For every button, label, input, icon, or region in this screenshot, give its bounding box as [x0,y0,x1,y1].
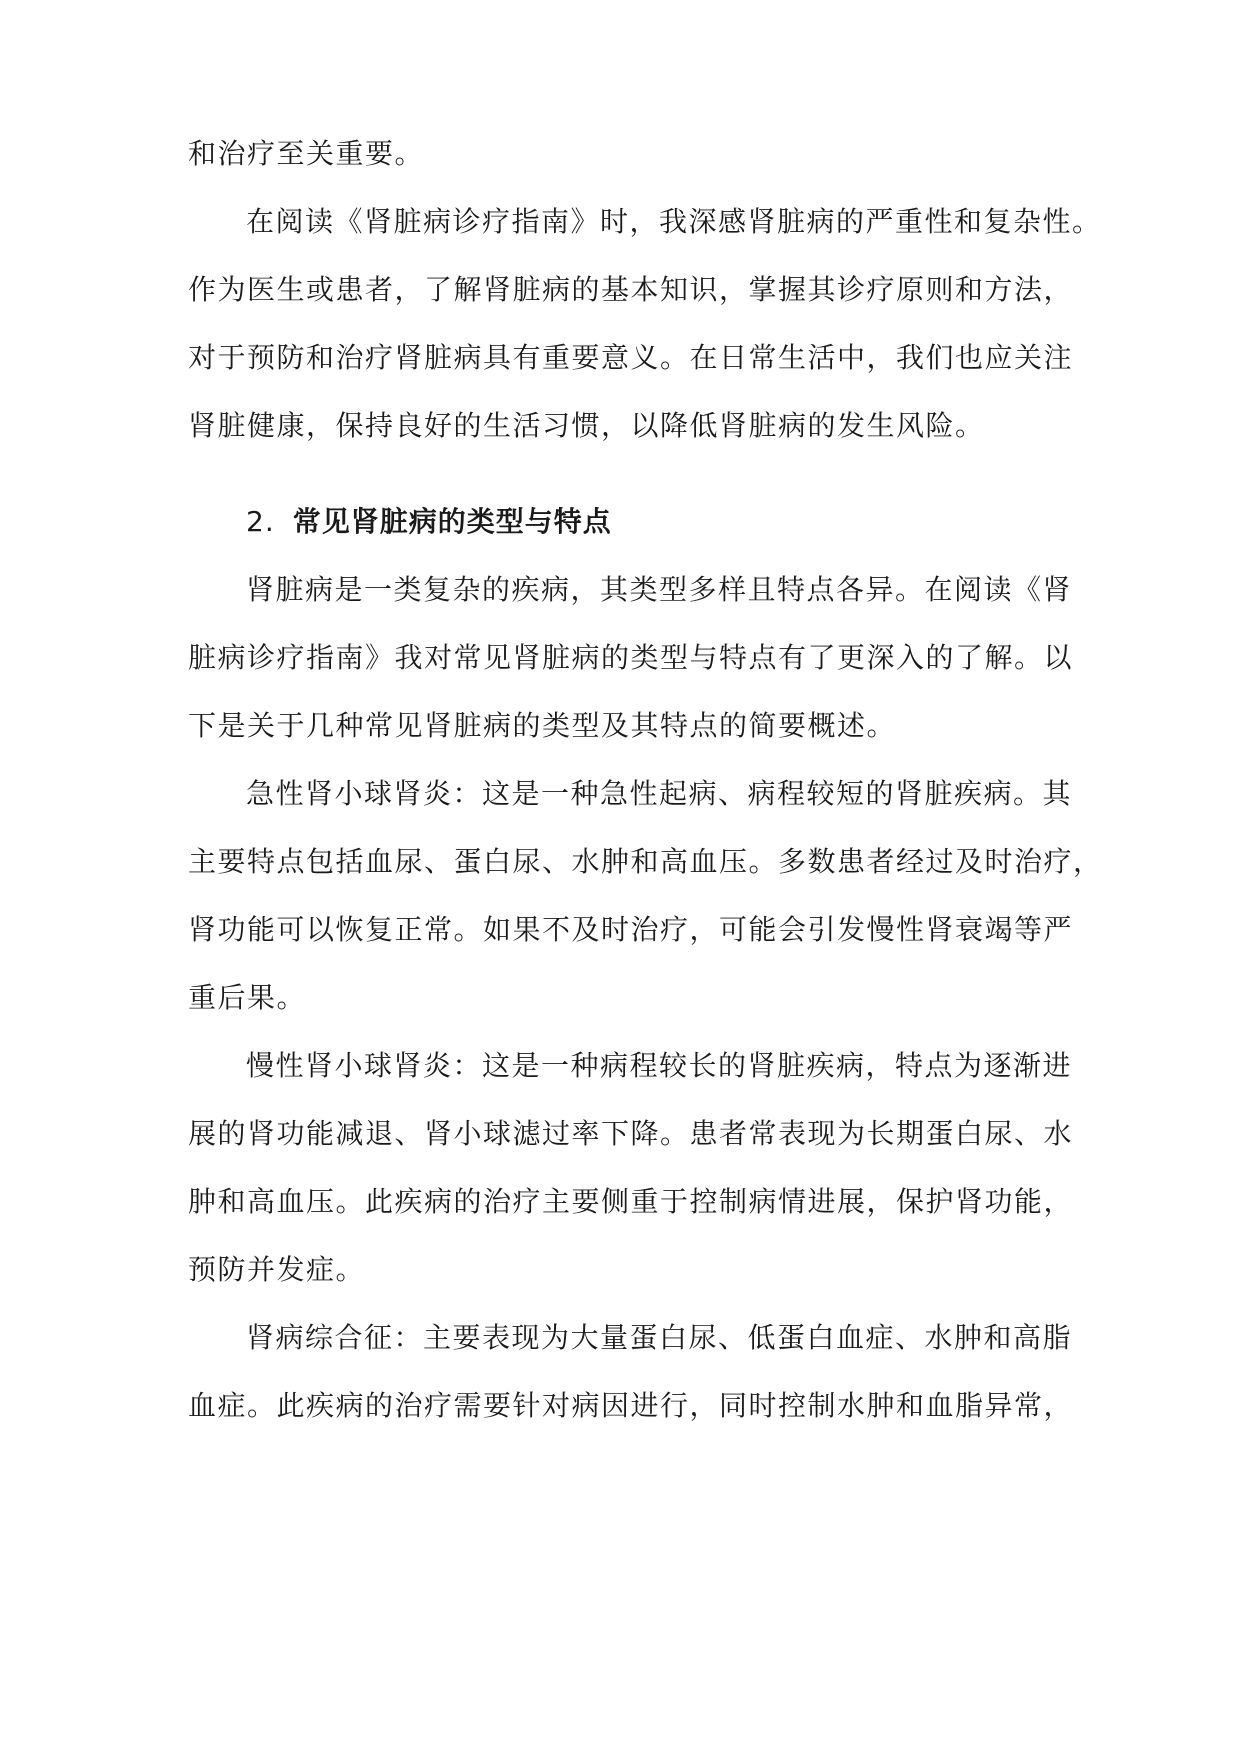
paragraph-first-line: 肾脏病是一类复杂的疾病，其类型多样且特点各异。在阅读《肾 [246,573,1073,606]
text-line: 对于预防和治疗肾脏病具有重要意义。在日常生活中，我们也应关注 [188,341,1074,374]
section-title: 常见肾脏病的类型与特点 [292,505,612,538]
paragraph-first-line: 在阅读《肾脏病诊疗指南》时，我深感肾脏病的严重性和复杂性。 [246,205,1102,238]
paragraph-first-line: 急性肾小球肾炎：这是一种急性起病、病程较短的肾脏疾病。其 [246,777,1073,810]
text-line: 肾脏健康，保持良好的生活习惯，以降低肾脏病的发生风险。 [188,409,985,442]
text-line: 脏病诊疗指南》我对常见肾脏病的类型与特点有了更深入的了解。以 [188,641,1074,674]
text-line: 主要特点包括血尿、蛋白尿、水肿和高血压。多数患者经过及时治疗， [188,845,1103,878]
text-line: 血症。此疾病的治疗需要针对病因进行，同时控制水肿和血脂异常， [188,1389,1074,1422]
section-heading [246,502,1126,542]
text-line: 重后果。 [188,981,307,1014]
text-line: 作为医生或患者，了解肾脏病的基本知识，掌握其诊疗原则和方法， [188,273,1074,306]
text-line: 和治疗至关重要。 [188,137,425,170]
paragraph-first-line: 慢性肾小球肾炎：这是一种病程较长的肾脏疾病，特点为逐渐进 [246,1049,1073,1082]
text-line: 肾功能可以恢复正常。如果不及时治疗，可能会引发慢性肾衰竭等严 [188,913,1074,946]
paragraph-first-line: 肾病综合征：主要表现为大量蛋白尿、低蛋白血症、水肿和高脂 [246,1321,1073,1354]
text-line: 展的肾功能减退、肾小球滤过率下降。患者常表现为长期蛋白尿、水 [188,1117,1074,1150]
text-line: 下是关于几种常见肾脏病的类型及其特点的简要概述。 [188,709,897,742]
text-line: 肿和高血压。此疾病的治疗主要侧重于控制病情进展，保护肾功能， [188,1185,1074,1218]
section-number: 2. [246,505,275,538]
text-line: 预防并发症。 [188,1253,366,1286]
